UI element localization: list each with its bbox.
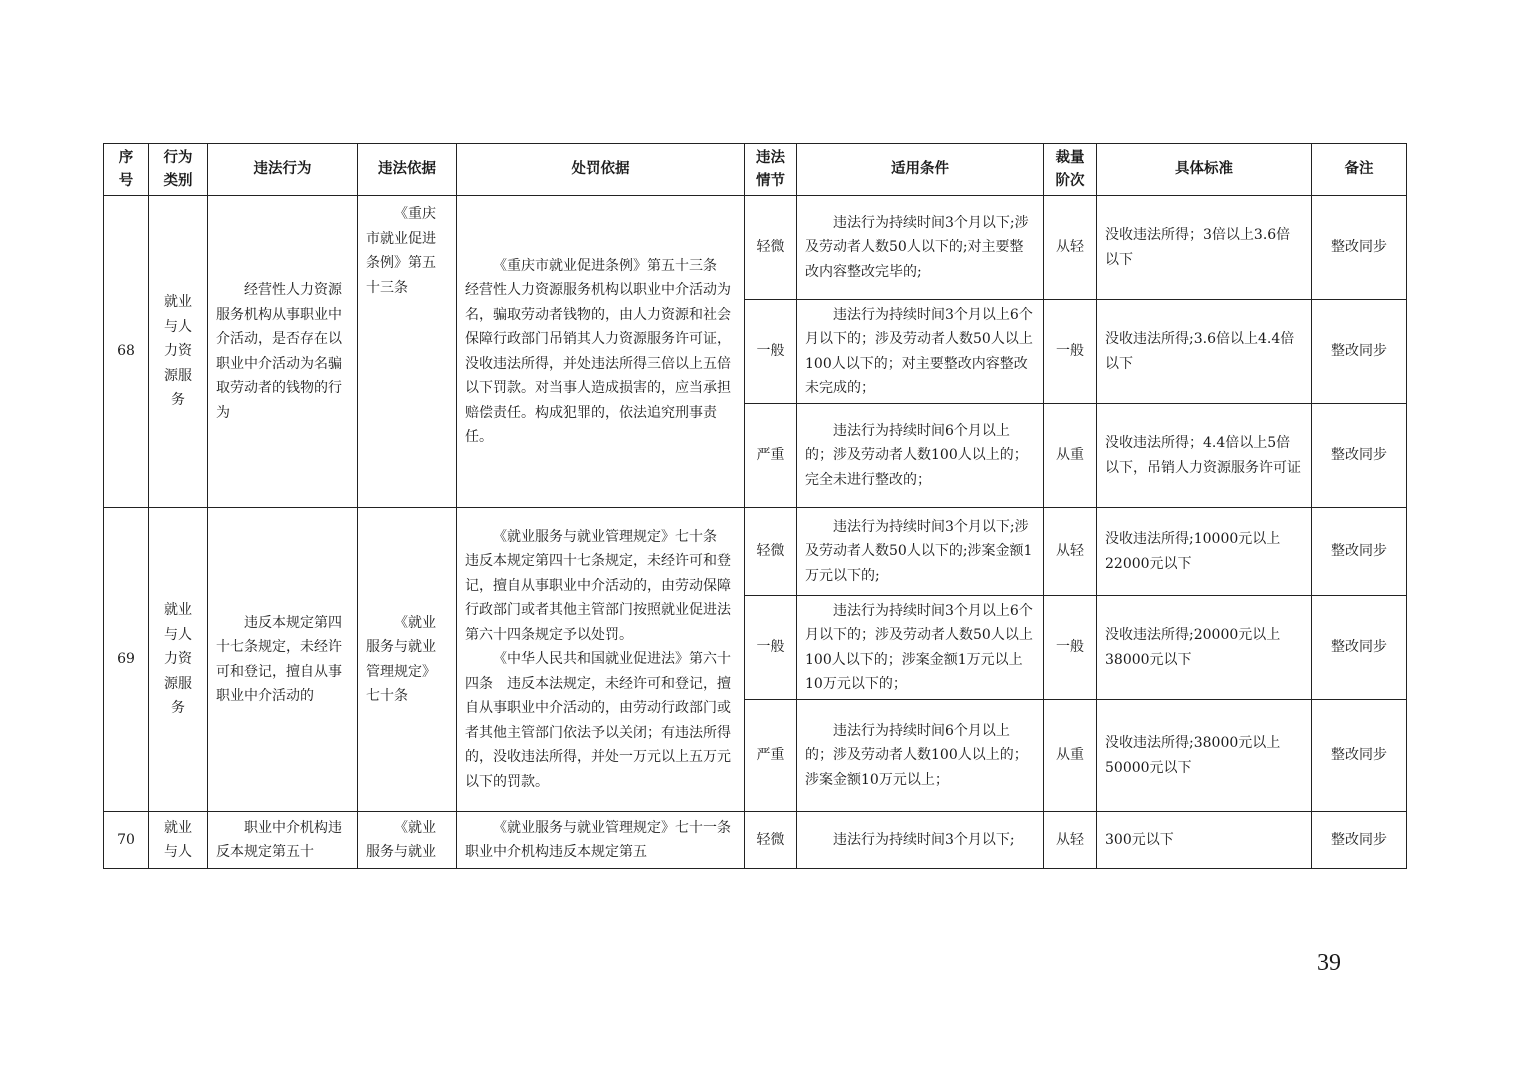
cell-condition: 违法行为持续时间3个月以上6个月以下的；涉及劳动者人数50人以上100人以下的；涉案金额1万元以上10万元以下的； xyxy=(797,596,1044,700)
cell-remark: 整改同步 xyxy=(1312,812,1407,869)
cell-standard: 没收违法所得;10000元以上22000元以下 xyxy=(1097,508,1312,596)
cell-level: 从轻 xyxy=(1044,196,1097,300)
cell-remark: 整改同步 xyxy=(1312,508,1407,596)
cell-condition: 违法行为持续时间3个月以下;涉及劳动者人数50人以下的;涉案金额1万元以下的; xyxy=(797,508,1044,596)
cell-remark: 整改同步 xyxy=(1312,700,1407,812)
cell-condition: 违法行为持续时间6个月以上的；涉及劳动者人数100人以上的；完全未进行整改的； xyxy=(797,404,1044,508)
discretion-standard-table xyxy=(103,143,1407,869)
cell-condition: 违法行为持续时间6个月以上的；涉及劳动者人数100人以上的；涉案金额10万元以上； xyxy=(797,700,1044,812)
cell-condition: 违法行为持续时间3个月以下;涉及劳动者人数50人以下的;对主要整改内容整改完毕的; xyxy=(797,196,1044,300)
table-row xyxy=(104,508,1407,596)
cell-level: 从轻 xyxy=(1044,508,1097,596)
table-header-row xyxy=(104,144,1407,196)
cell-standard: 没收违法所得；4.4倍以上5倍以下，吊销人力资源服务许可证 xyxy=(1097,404,1312,508)
cell-level: 一般 xyxy=(1044,596,1097,700)
cell-category: 就业与人力资源服务 xyxy=(149,196,208,508)
cell-violation: 职业中介机构违反本规定第五十 xyxy=(208,812,358,869)
cell-remark: 整改同步 xyxy=(1312,404,1407,508)
page-number: 39 xyxy=(1317,950,1341,976)
cell-legal-basis: 《重庆市就业促进条例》第五十三条 xyxy=(358,196,457,508)
cell-category: 就业与人力资源服务 xyxy=(149,508,208,812)
table-row xyxy=(104,812,1407,869)
header-penalty-basis: 处罚依据 xyxy=(457,144,745,196)
cell-standard: 没收违法所得;38000元以上50000元以下 xyxy=(1097,700,1312,812)
header-level: 裁量 阶次 xyxy=(1044,144,1097,196)
cell-penalty-basis: 《重庆市就业促进条例》第五十三条 经营性人力资源服务机构以职业中介活动为名，骗取劳动者钱物的，由人力资源和社会保障行政部门吊销其人力资源服务许可证，没收违法所得，并处违法所得三倍以上五倍以下罚款。对当事人造成损害的，应当承担赔偿责任。构成犯罪的，依法追究刑事责任。 xyxy=(457,196,745,508)
header-violation: 违法行为 xyxy=(208,144,358,196)
cell-standard: 没收违法所得；3倍以上3.6倍以下 xyxy=(1097,196,1312,300)
cell-category: 就业与人 xyxy=(149,812,208,869)
header-legal-basis: 违法依据 xyxy=(358,144,457,196)
header-remark: 备注 xyxy=(1312,144,1407,196)
cell-seq: 68 xyxy=(104,196,149,508)
cell-level: 一般 xyxy=(1044,300,1097,404)
cell-violation: 违反本规定第四十七条规定，未经许可和登记，擅自从事职业中介活动的 xyxy=(208,508,358,812)
cell-violation: 经营性人力资源服务机构从事职业中介活动，是否存在以职业中介活动为名骗取劳动者的钱物的行为 xyxy=(208,196,358,508)
table-row xyxy=(104,196,1407,300)
cell-standard: 300元以下 xyxy=(1097,812,1312,869)
header-seq: 序 号 xyxy=(104,144,149,196)
cell-circumstance: 轻微 xyxy=(745,196,797,300)
header-circumstance: 违法 情节 xyxy=(745,144,797,196)
cell-standard: 没收违法所得;20000元以上38000元以下 xyxy=(1097,596,1312,700)
cell-circumstance: 轻微 xyxy=(745,812,797,869)
cell-level: 从轻 xyxy=(1044,812,1097,869)
header-category: 行为 类别 xyxy=(149,144,208,196)
cell-condition: 违法行为持续时间3个月以下; xyxy=(797,812,1044,869)
cell-penalty-basis: 《就业服务与就业管理规定》七十一条 职业中介机构违反本规定第五 xyxy=(457,812,745,869)
cell-remark: 整改同步 xyxy=(1312,596,1407,700)
cell-circumstance: 轻微 xyxy=(745,508,797,596)
cell-seq: 69 xyxy=(104,508,149,812)
cell-circumstance: 严重 xyxy=(745,404,797,508)
cell-seq: 70 xyxy=(104,812,149,869)
cell-legal-basis: 《就业服务与就业管理规定》七十条 xyxy=(358,508,457,812)
cell-circumstance: 一般 xyxy=(745,596,797,700)
cell-legal-basis: 《就业服务与就业 xyxy=(358,812,457,869)
cell-standard: 没收违法所得;3.6倍以上4.4倍以下 xyxy=(1097,300,1312,404)
cell-remark: 整改同步 xyxy=(1312,196,1407,300)
header-conditions: 适用条件 xyxy=(797,144,1044,196)
cell-circumstance: 一般 xyxy=(745,300,797,404)
cell-circumstance: 严重 xyxy=(745,700,797,812)
cell-level: 从重 xyxy=(1044,700,1097,812)
header-standard: 具体标准 xyxy=(1097,144,1312,196)
cell-level: 从重 xyxy=(1044,404,1097,508)
cell-remark: 整改同步 xyxy=(1312,300,1407,404)
cell-condition: 违法行为持续时间3个月以上6个月以下的；涉及劳动者人数50人以上100人以下的；对主要整改内容整改未完成的； xyxy=(797,300,1044,404)
cell-penalty-basis: 《就业服务与就业管理规定》七十条 违反本规定第四十七条规定，未经许可和登记，擅自从事职业中介活动的，由劳动保障行政部门或者其他主管部门按照就业促进法第六十四条规定予以处罚。 《中华人民共和国就业促进法》第六十四条 违反本法规定，未经许可和登记，擅自从事职业中介活动的，由劳动行政部门或者其他主管部门依法予以关闭；有违法所得的，没收违法所得，并处一万元以上五万元以下的罚款。 xyxy=(457,508,745,812)
